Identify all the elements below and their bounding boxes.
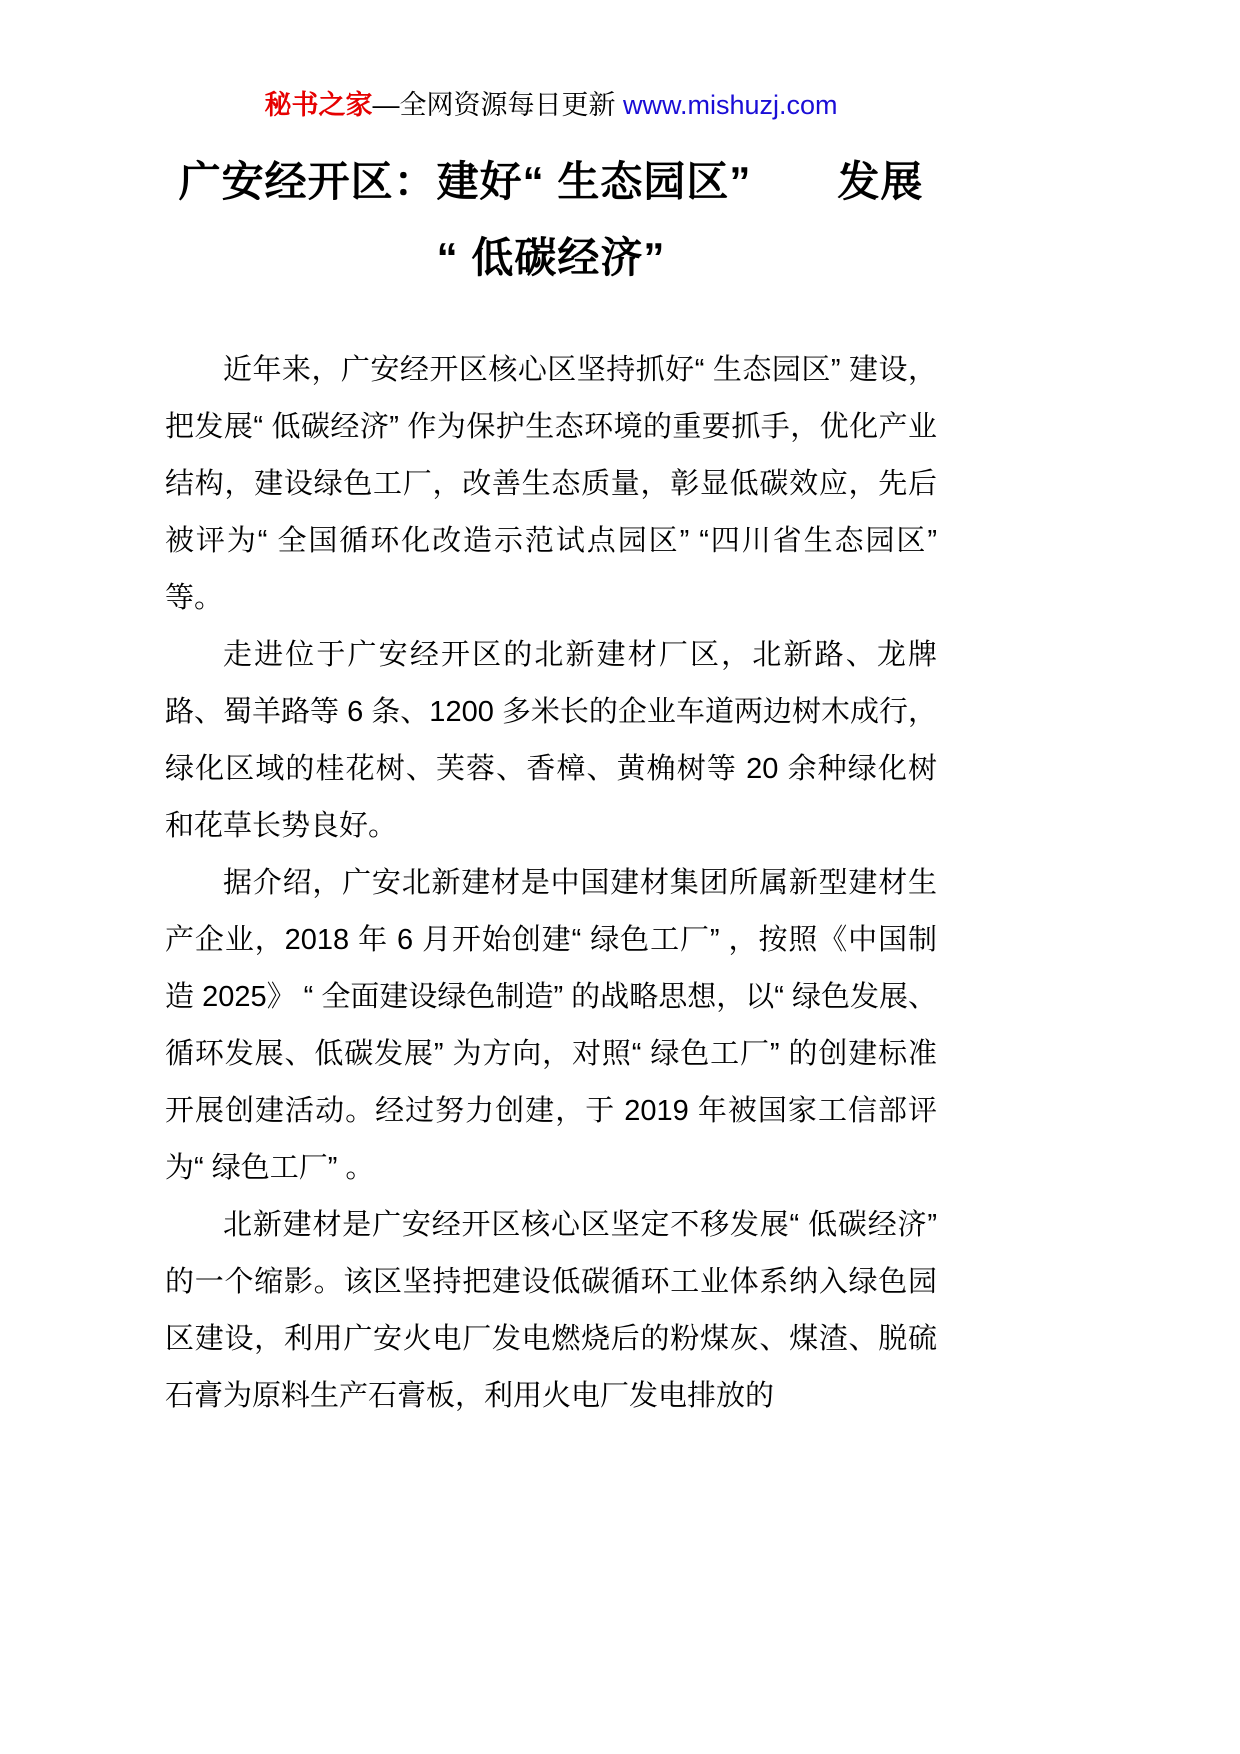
document-title [165, 144, 937, 296]
paragraph-2: 走进位于广安经开区的北新建材厂区，北新路、龙牌路、蜀羊路等 6 条、1200 多米长的企业车道两边树木成行，绿化区域的桂花树、芙蓉、香樟、黄桷树等 20 余种绿化树和花草长势良好。 [165, 639, 937, 842]
site-url-link[interactable]: www.mishuzj.com [622, 90, 838, 120]
title-line-2: “ 低碳经济” [436, 234, 666, 281]
page-header [165, 88, 937, 122]
site-brand: 秘书之家 [264, 90, 373, 120]
document-body [165, 342, 937, 1425]
paragraph-1: 近年来，广安经开区核心区坚持抓好“ 生态园区” 建设，把发展“ 低碳经济” 作为保护生态环境的重要抓手，优化产业结构，建设绿色工厂，改善生态质量，彰显低碳效应，先后被评为“ 全国循环化改造示范试点园区” “四川省生态园区” 等。 [165, 354, 937, 614]
header-tagline: —全网资源每日更新 [372, 90, 623, 120]
paragraph-4: 北新建材是广安经开区核心区坚定不移发展“ 低碳经济” 的一个缩影。该区坚持把建设低碳循环工业体系纳入绿色园区建设，利用广安火电厂发电燃烧后的粉煤灰、煤渣、脱硫石膏为原料生产石膏板，利用火电厂发电排放的 [165, 1209, 937, 1412]
title-line-1: 广安经开区：建好“ 生态园区” 发展 [178, 158, 924, 205]
paragraph-3: 据介绍，广安北新建材是中国建材集团所属新型建材生产企业，2018 年 6 月开始创建“ 绿色工厂” ，按照《中国制造 2025》 “ 全面建设绿色制造” 的战略思想，以“ 绿色发展、循环发展、低碳发展” 为方向，对照“ 绿色工厂” 的创建标准开展创建活动。经过努力创建，于 2019 年被国家工信部评为“ 绿色工厂” 。 [165, 867, 937, 1184]
